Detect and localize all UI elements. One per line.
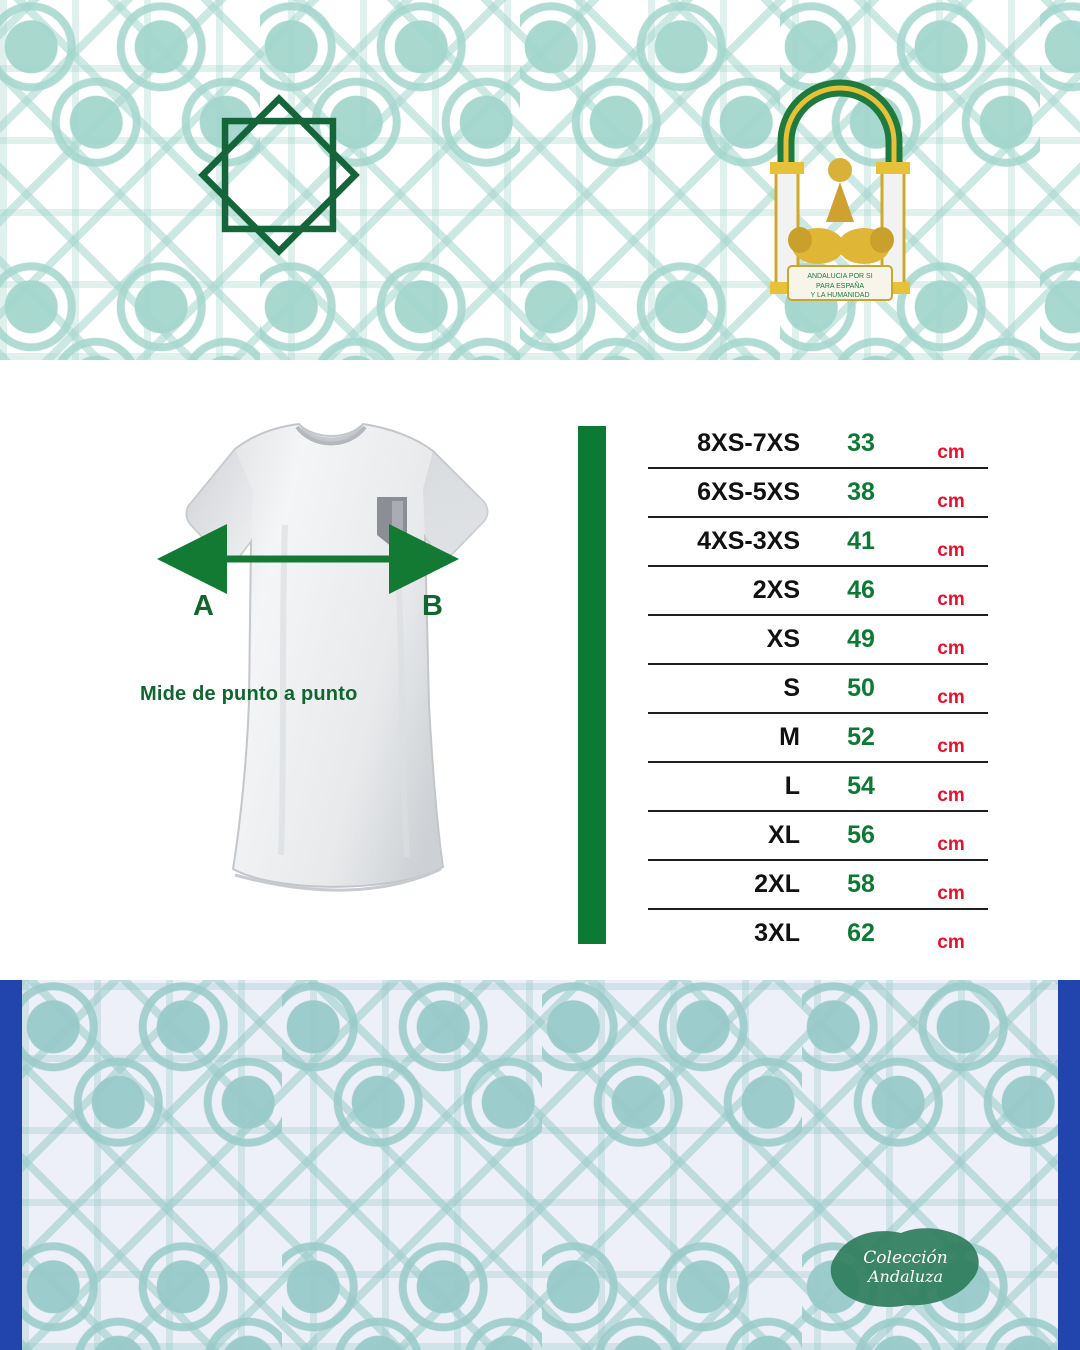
badge-line-2: Andaluza: [867, 1267, 944, 1287]
size-label: L: [784, 772, 800, 800]
size-unit: cm: [937, 490, 965, 512]
table-row: [648, 861, 988, 910]
size-unit: cm: [937, 784, 965, 806]
tshirt-illustration: [85, 405, 545, 945]
size-unit: cm: [937, 833, 965, 855]
table-row: [648, 567, 988, 616]
green-divider-bar: [578, 426, 606, 944]
size-label: 6XS-5XS: [697, 478, 800, 506]
svg-text:ANDALUCIA POR SI: ANDALUCIA POR SI: [807, 273, 873, 280]
point-a-label: A: [193, 590, 214, 622]
size-chart-section: [0, 360, 1080, 980]
table-row: [648, 616, 988, 665]
coleccion-andaluza-badge: [823, 1215, 988, 1320]
table-row: [648, 518, 988, 567]
andalusia-coat-of-arms-icon: [760, 50, 920, 312]
svg-text:PARA ESPAÑA: PARA ESPAÑA: [816, 283, 864, 290]
top-pattern-band: [0, 0, 1080, 360]
table-row: [648, 763, 988, 812]
table-row: [648, 714, 988, 763]
size-label: 2XS: [752, 576, 800, 604]
measure-caption: Mide de punto a punto: [140, 683, 358, 705]
size-value: 50: [847, 674, 875, 702]
size-unit: cm: [937, 735, 965, 757]
table-row: [648, 910, 988, 957]
size-unit: cm: [937, 588, 965, 610]
size-value: 41: [847, 527, 875, 555]
size-label: 4XS-3XS: [697, 527, 800, 555]
size-unit: cm: [937, 637, 965, 659]
size-label: 2XL: [754, 870, 800, 898]
tshirt-diagram: [85, 405, 545, 945]
size-unit: cm: [937, 441, 965, 463]
size-table: [648, 420, 988, 957]
size-value: 58: [847, 870, 875, 898]
size-value: 49: [847, 625, 875, 653]
table-row: [648, 665, 988, 714]
size-unit: cm: [937, 539, 965, 561]
size-value: 56: [847, 821, 875, 849]
badge-line-1: Colección: [863, 1247, 948, 1268]
table-row: [648, 420, 988, 469]
size-label: 8XS-7XS: [697, 429, 800, 457]
size-label: S: [783, 674, 800, 702]
bottom-pattern-band: [0, 980, 1080, 1350]
size-value: 62: [847, 919, 875, 947]
size-value: 38: [847, 478, 875, 506]
eight-point-star-icon: [186, 82, 372, 268]
size-label: XL: [768, 821, 800, 849]
size-label: M: [779, 723, 800, 751]
size-unit: cm: [937, 686, 965, 708]
size-value: 46: [847, 576, 875, 604]
svg-text:Y LA HUMANIDAD: Y LA HUMANIDAD: [810, 292, 870, 299]
point-b-label: B: [422, 590, 443, 622]
size-value: 52: [847, 723, 875, 751]
size-value: 54: [847, 772, 875, 800]
size-label: 3XL: [754, 919, 800, 947]
table-row: [648, 469, 988, 518]
table-row: [648, 812, 988, 861]
size-unit: cm: [937, 931, 965, 953]
size-unit: cm: [937, 882, 965, 904]
bottom-pattern-inner: [22, 980, 1058, 1350]
size-label: XS: [766, 625, 800, 653]
size-value: 33: [847, 429, 875, 457]
badge-text: [823, 1215, 988, 1320]
